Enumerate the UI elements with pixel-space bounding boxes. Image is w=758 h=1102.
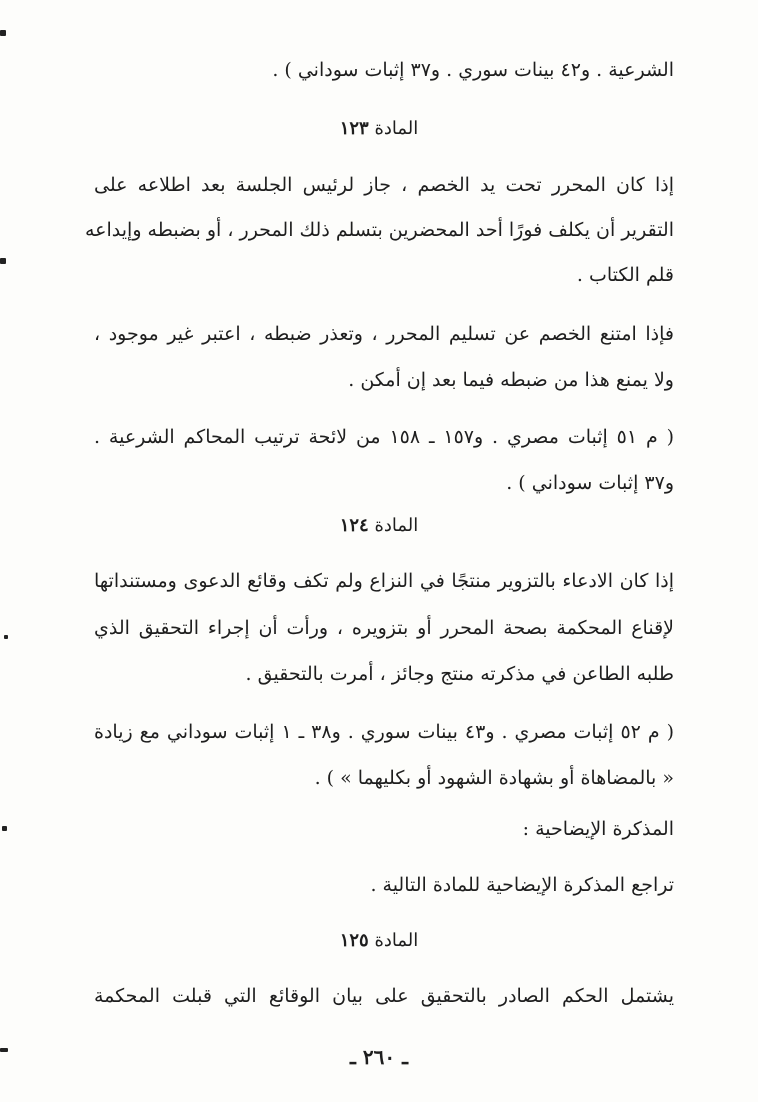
text-line: تراجع المذكرة الإيضاحية للمادة التالية . [370, 874, 674, 896]
reference-line: ( م ٥١ إثبات مصري . و١٥٧ ـ ١٥٨ من لائحة ترتيب المحاكم الشرعية . [94, 426, 674, 448]
section-heading: المذكرة الإيضاحية : [522, 818, 674, 840]
reference-line: « بالمضاهاة أو بشهادة الشهود أو بكليهما » ) . [314, 767, 674, 789]
article-label: المادة [374, 118, 419, 139]
article-number: ١٢٥ [339, 930, 369, 951]
article-label: المادة [374, 515, 419, 536]
text-line: فإذا امتنع الخصم عن تسليم المحرر ، وتعذر ضبطه ، اعتبر غير موجود ، [94, 323, 674, 345]
text-line: ولا يمنع هذا من ضبطه فيما بعد إن أمكن . [348, 369, 674, 391]
page-number: ـ ٢٦٠ ـ [350, 1045, 408, 1069]
reference-line: ( م ٥٢ إثبات مصري . و٤٣ بينات سوري . و٣٨ ـ ١ إثبات سوداني مع زيادة [94, 721, 674, 743]
text-line: قلم الكتاب . [576, 264, 674, 286]
article-number: ١٢٤ [339, 515, 369, 536]
scan-mark [0, 30, 6, 36]
text-line: إذا كان المحرر تحت يد الخصم ، جاز لرئيس الجلسة بعد اطلاعه على [94, 174, 674, 196]
text-line: إذا كان الادعاء بالتزوير منتجًا في النزاع ولم تكف وقائع الدعوى ومستنداتها [94, 570, 674, 592]
article-heading-124 [0, 513, 758, 539]
article-heading-125 [0, 928, 758, 954]
article-number: ١٢٣ [339, 118, 369, 139]
article-heading-123 [0, 116, 758, 142]
scan-mark [4, 635, 8, 639]
text-line: طلبه الطاعن في مذكرته منتج وجائز ، أمرت بالتحقيق . [245, 663, 674, 685]
scan-mark [0, 258, 6, 264]
reference-line: و٣٧ إثبات سوداني ) . [506, 472, 674, 494]
text-line: يشتمل الحكم الصادر بالتحقيق على بيان الوقائع التي قبلت المحكمة [94, 985, 674, 1007]
text-line: التقرير أن يكلف فورًا أحد المحضرين بتسلم ذلك المحرر ، أو بضبطه وإيداعه [84, 219, 674, 241]
article-label: المادة [374, 930, 419, 951]
text-line: لإقناع المحكمة بصحة المحرر أو بتزويره ، ورأت أن إجراء التحقيق الذي [94, 617, 674, 639]
scan-mark [2, 826, 7, 831]
text-line: الشرعية . و٤٢ بينات سوري . و٣٧ إثبات سوداني ) . [272, 59, 674, 81]
